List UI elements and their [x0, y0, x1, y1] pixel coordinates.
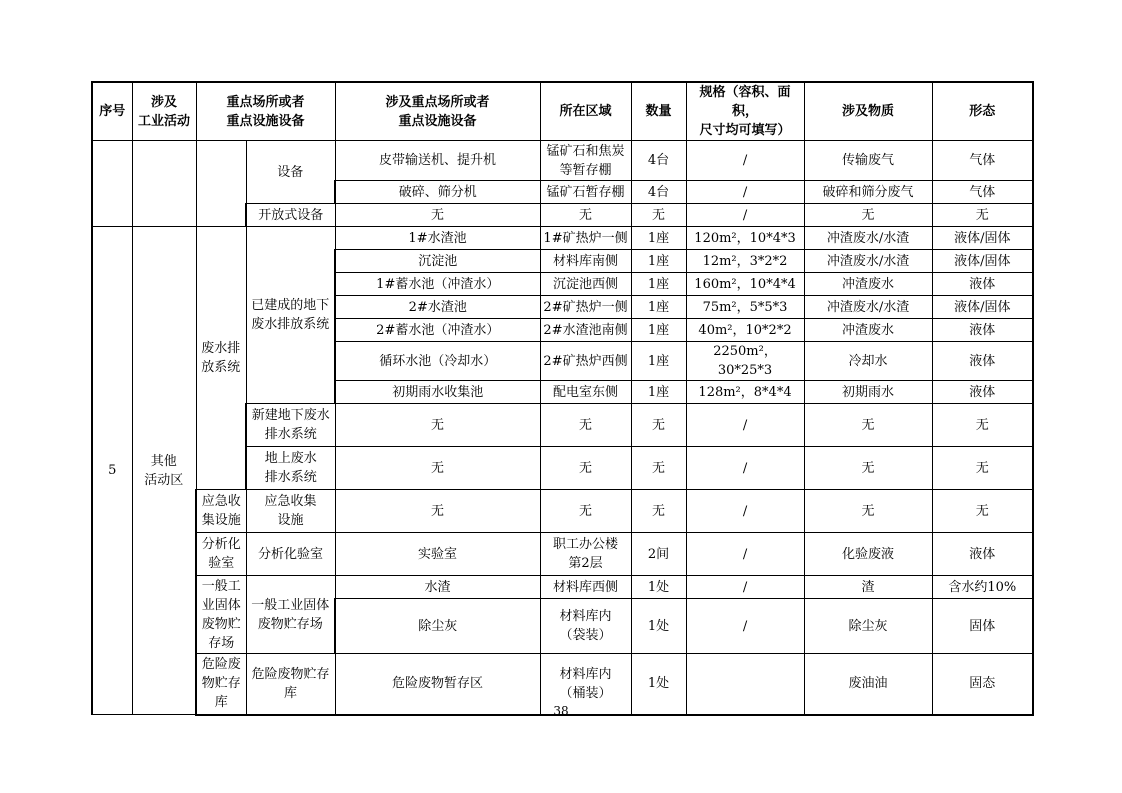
table-row [92, 533, 1033, 576]
quantity-cell: 1处 [631, 576, 686, 599]
form-cell: 液体/固体 [932, 296, 1033, 319]
equipment-cell: 无 [335, 490, 540, 533]
quantity-cell: 无 [631, 204, 686, 227]
area-cell: 锰矿石暂存棚 [540, 181, 631, 204]
subcategory-cell: 分析化验室 [246, 533, 335, 576]
equipment-cell: 沉淀池 [335, 250, 540, 273]
spec-cell: / [686, 404, 804, 447]
quantity-cell: 2间 [631, 533, 686, 576]
header-area: 所在区域 [540, 82, 631, 141]
seq-cell-empty [92, 141, 132, 227]
form-cell: 液体 [932, 381, 1033, 404]
spec-cell: / [686, 533, 804, 576]
quantity-cell: 1座 [631, 319, 686, 342]
subcategory-cell: 新建地下废水 排水系统 [246, 404, 335, 447]
substance-cell: 化验废液 [804, 533, 932, 576]
area-cell: 材料库内 （桶装） [540, 654, 631, 715]
subcategory-cell: 开放式设备 [246, 204, 335, 227]
equipment-cell: 危险废物暂存区 [335, 654, 540, 715]
form-cell: 气体 [932, 181, 1033, 204]
header-involved-place: 涉及重点场所或者 重点设施设备 [335, 82, 540, 141]
seq-cell: 5 [92, 227, 132, 715]
spec-cell: / [686, 576, 804, 599]
area-cell: 配电室东侧 [540, 381, 631, 404]
substance-cell: 渣 [804, 576, 932, 599]
substance-cell: 初期雨水 [804, 381, 932, 404]
form-cell: 液体/固体 [932, 250, 1033, 273]
activity-cell: 其他 活动区 [132, 227, 196, 715]
substance-cell: 冲渣废水/水渣 [804, 227, 932, 250]
spec-cell: 128m²，8*4*4 [686, 381, 804, 404]
form-cell: 固体 [932, 599, 1033, 654]
spec-cell: 160m²，10*4*4 [686, 273, 804, 296]
equipment-cell: 水渣 [335, 576, 540, 599]
form-cell: 液体 [932, 273, 1033, 296]
subcategory-cell: 应急收集 设施 [246, 490, 335, 533]
equipment-cell: 循环水池（冷却水） [335, 342, 540, 381]
area-cell: 2#矿热炉一侧 [540, 296, 631, 319]
area-cell: 无 [540, 490, 631, 533]
area-cell: 锰矿石和焦炭 等暂存棚 [540, 141, 631, 181]
spec-cell: / [686, 447, 804, 490]
equipment-cell: 2#水渣池 [335, 296, 540, 319]
substance-cell: 冷却水 [804, 342, 932, 381]
form-cell: 液体 [932, 319, 1033, 342]
form-cell: 无 [932, 490, 1033, 533]
substance-cell: 无 [804, 204, 932, 227]
substance-cell: 传输废气 [804, 141, 932, 181]
area-cell: 材料库内 （袋装） [540, 599, 631, 654]
equipment-cell: 无 [335, 204, 540, 227]
subcategory-cell: 危险废物贮存 库 [246, 654, 335, 715]
inventory-table [91, 81, 1034, 716]
quantity-cell: 1处 [631, 654, 686, 715]
form-cell: 气体 [932, 141, 1033, 181]
equipment-cell: 1#水渣池 [335, 227, 540, 250]
category-cell: 一般工 业固体 废物贮 存场 [196, 576, 246, 654]
subcategory-cell-existing: 已建成的地下 废水排放系统 [246, 227, 335, 404]
quantity-cell: 1座 [631, 342, 686, 381]
form-cell: 无 [932, 447, 1033, 490]
area-cell: 无 [540, 404, 631, 447]
quantity-cell: 1座 [631, 381, 686, 404]
form-cell: 固态 [932, 654, 1033, 715]
quantity-cell: 1处 [631, 599, 686, 654]
page-number: 38 [553, 704, 569, 718]
equipment-cell: 初期雨水收集池 [335, 381, 540, 404]
table-row [92, 576, 1033, 599]
area-cell: 职工办公楼 第2层 [540, 533, 631, 576]
form-cell: 液体 [932, 342, 1033, 381]
category-cell: 应急收 集设施 [196, 490, 246, 533]
quantity-cell: 1座 [631, 273, 686, 296]
quantity-cell: 1座 [631, 227, 686, 250]
spec-cell: / [686, 599, 804, 654]
spec-cell: / [686, 141, 804, 181]
spec-cell: / [686, 490, 804, 533]
header-row [92, 82, 1033, 141]
category-cell-wastewater: 废水排 放系统 [196, 227, 246, 490]
form-cell: 液体/固体 [932, 227, 1033, 250]
substance-cell: 无 [804, 447, 932, 490]
quantity-cell: 4台 [631, 141, 686, 181]
table-row [92, 227, 1033, 250]
spec-cell: 40m²，10*2*2 [686, 319, 804, 342]
quantity-cell: 无 [631, 490, 686, 533]
spec-cell: 75m²，5*5*3 [686, 296, 804, 319]
spec-cell: 12m²，3*2*2 [686, 250, 804, 273]
equipment-cell: 无 [335, 404, 540, 447]
substance-cell: 冲渣废水 [804, 319, 932, 342]
area-cell: 材料库南侧 [540, 250, 631, 273]
equipment-cell: 2#蓄水池（冲渣水） [335, 319, 540, 342]
header-form: 形态 [932, 82, 1033, 141]
area-cell: 2#矿热炉西侧 [540, 342, 631, 381]
area-cell: 无 [540, 447, 631, 490]
area-cell: 1#矿热炉一侧 [540, 227, 631, 250]
quantity-cell: 无 [631, 447, 686, 490]
table-row [92, 141, 1033, 181]
header-spec: 规格（容积、面积， 尺寸均可填写） [686, 82, 804, 141]
activity-cell-empty [132, 141, 196, 227]
spec-cell: 2250m²，30*25*3 [686, 342, 804, 381]
form-cell: 液体 [932, 533, 1033, 576]
category-cell: 分析化 验室 [196, 533, 246, 576]
substance-cell: 冲渣废水 [804, 273, 932, 296]
header-seq: 序号 [92, 82, 132, 141]
spec-cell: / [686, 204, 804, 227]
header-activity: 涉及 工业活动 [132, 82, 196, 141]
area-cell: 无 [540, 204, 631, 227]
category-cell: 危险废 物贮存 库 [196, 654, 246, 715]
table-row [92, 490, 1033, 533]
equipment-cell: 1#蓄水池（冲渣水） [335, 273, 540, 296]
substance-cell: 除尘灰 [804, 599, 932, 654]
header-quantity: 数量 [631, 82, 686, 141]
subcategory-cell: 一般工业固体 废物贮存场 [246, 576, 335, 654]
area-cell: 沉淀池西侧 [540, 273, 631, 296]
substance-cell: 破碎和筛分废气 [804, 181, 932, 204]
equipment-cell: 实验室 [335, 533, 540, 576]
form-cell: 含水约10% [932, 576, 1033, 599]
substance-cell: 无 [804, 404, 932, 447]
quantity-cell: 1座 [631, 296, 686, 319]
substance-cell: 冲渣废水/水渣 [804, 250, 932, 273]
subcategory-cell: 地上废水 排水系统 [246, 447, 335, 490]
substance-cell: 无 [804, 490, 932, 533]
quantity-cell: 1座 [631, 250, 686, 273]
area-cell: 材料库西侧 [540, 576, 631, 599]
spec-cell: / [686, 181, 804, 204]
header-key-place: 重点场所或者 重点设施设备 [196, 82, 335, 141]
substance-cell: 废油油 [804, 654, 932, 715]
equipment-cell: 皮带输送机、提升机 [335, 141, 540, 181]
form-cell: 无 [932, 404, 1033, 447]
equipment-cell: 除尘灰 [335, 599, 540, 654]
subcategory-cell: 设备 [246, 141, 335, 204]
header-substance: 涉及物质 [804, 82, 932, 141]
quantity-cell: 无 [631, 404, 686, 447]
substance-cell: 冲渣废水/水渣 [804, 296, 932, 319]
form-cell: 无 [932, 204, 1033, 227]
quantity-cell: 4台 [631, 181, 686, 204]
area-cell: 2#水渣池南侧 [540, 319, 631, 342]
spec-cell: 120m²，10*4*3 [686, 227, 804, 250]
equipment-cell: 破碎、筛分机 [335, 181, 540, 204]
category-cell-empty [196, 141, 246, 227]
equipment-cell: 无 [335, 447, 540, 490]
